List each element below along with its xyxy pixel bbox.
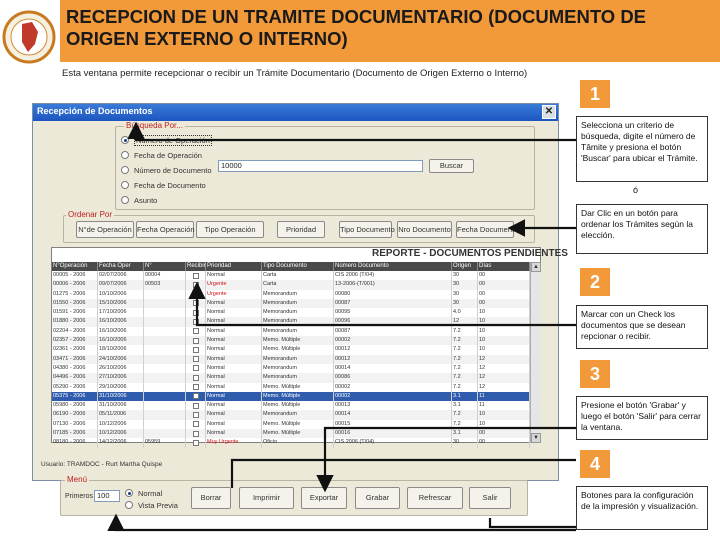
table-cell: 05/11/2006 [98,410,144,419]
table-cell: 4.0 [452,308,478,317]
export-button[interactable]: Exportar [301,487,347,509]
table-cell: 26/10/2006 [98,364,144,373]
table-cell: 30 [452,299,478,308]
col-header[interactable]: Recibir [187,263,206,269]
table-cell: 16/10/2006 [98,336,144,345]
step-1-badge: 1 [580,80,610,108]
table-cell: Memorandum [262,299,334,308]
col-header[interactable]: Tipo Documento [262,262,334,271]
table-cell: 7.2 [452,355,478,364]
table-cell: 00096 [334,317,452,326]
col-header[interactable]: Origen [452,262,478,271]
table-cell: Memorandum [262,327,334,336]
table-cell: Memorandum [262,355,334,364]
top-rows-input[interactable]: 100 [94,490,120,502]
order-button-fecha-operacion[interactable]: Fecha Operación [136,221,194,238]
table-cell: Memo. Múltiple [262,401,334,410]
order-note: Dar Clic en un botón para ordenar los Trámites según la elección. [576,204,708,254]
table-cell: Normal [206,410,262,419]
table-cell: 00012 [334,355,452,364]
table-cell: 00503 [144,280,186,289]
table-cell: Normal [206,401,262,410]
table-cell: 01880 - 2006 [52,317,98,326]
table-cell: 00 [478,290,530,299]
table-cell: 05290 - 2006 [52,383,98,392]
radio-label: Asunto [134,195,158,205]
order-button-tipo-documento[interactable]: Tipo Documento [339,221,392,238]
step-1-note: Selecciona un criterio de búsqueda, digite el número de Tâmite y presiona el botón 'Buscar' para ubicar el Trámite. [576,116,708,182]
step-2-note: Marcar con un Check los documentos que se desean repcionar o recibir. [576,305,708,349]
table-cell: 10/12/2006 [98,420,144,429]
table-cell: 07185 - 2006 [52,429,98,438]
table-cell: 02361 - 2006 [52,345,98,354]
step-3-note: Presione el botón 'Grabar' y luego el botón 'Salir' para cerrar la ventana. [576,396,708,440]
col-header[interactable]: Fecha Oper [98,262,144,271]
table-cell: 03471 - 2006 [52,355,98,364]
table-cell: Memo. Múltiple [262,420,334,429]
table-cell: Normal [206,383,262,392]
table-cell: CIS 2006 (T/04) [334,271,452,280]
table-cell: 7.2 [452,420,478,429]
table-cell: 11 [478,392,530,401]
table-cell: 7.2 [452,345,478,354]
table-cell: 18/10/2006 [98,345,144,354]
col-header[interactable]: N°Operación [52,262,98,271]
table-cell: 06190 - 2006 [52,410,98,419]
order-button-fecha-documento[interactable]: Fecha Documento [456,221,514,238]
user-label: Usuario: TRAMDOC - Rurt Martha Quispe [41,461,163,468]
order-group-legend: Ordenar Por [68,210,113,219]
table-cell: Normal [206,345,262,354]
table-cell: Normal [206,336,262,345]
order-button-nro-operacion[interactable]: N°de Operación [76,221,134,238]
table-cell: 27/10/2006 [98,373,144,382]
save-button[interactable]: Grabar [355,487,400,509]
table-cell: 10/12/2006 [98,429,144,438]
delete-button[interactable]: Borrar [191,487,231,509]
table-cell: Normal [206,364,262,373]
table-cell: 00005 - 2006 [52,271,98,280]
table-cell: Normal [206,271,262,280]
grid-report-title: REPORTE - DOCUMENTOS PENDIENTES [372,248,568,259]
intro-text: Esta ventana permite recepcionar o recibir un Trámite Documentario (Documento de Origen Externo o Interno) [62,68,528,79]
table-cell: 13-2006-(T/001) [334,280,452,289]
order-button-prioridad[interactable]: Prioridad [277,221,325,238]
radio-label: Vista Previa [138,500,178,510]
table-cell: 11 [478,401,530,410]
table-cell: 30 [452,271,478,280]
table-cell: 00016 [334,429,452,438]
step-2-badge: 2 [580,268,610,296]
table-cell: 12 [478,364,530,373]
table-cell: 00013 [334,401,452,410]
table-cell: 16/10/2006 [98,317,144,326]
table-cell: 16/10/2006 [98,327,144,336]
search-group-legend: Búsqueda Por... [126,121,183,130]
table-cell: Carta [262,271,334,280]
radio-label: Fecha de Documento [134,180,206,190]
table-cell: 10 [478,410,530,419]
table-cell: 7.2 [452,364,478,373]
table-cell: 05980 - 2006 [52,401,98,410]
table-cell: Memorandum [262,410,334,419]
radio-label: Número de Documento [134,165,212,175]
table-cell: 00 [478,299,530,308]
table-cell: 00086 [334,373,452,382]
page-title: RECEPCION DE UN TRAMITE DOCUMENTARIO (DOCUMENTO DE ORIGEN EXTERNO O INTERNO) [66,6,647,49]
table-cell: 30 [452,290,478,299]
search-input[interactable]: 10000 [218,160,423,172]
table-cell: 14/12/2006 [98,438,144,447]
table-cell: 08180 - 2006 [52,438,98,447]
table-cell: 01550 - 2006 [52,299,98,308]
table-cell: 00014 [334,364,452,373]
table-cell: 00002 [334,336,452,345]
table-cell: 12 [452,317,478,326]
search-button[interactable]: Buscar [429,159,474,173]
table-cell: 10 [478,327,530,336]
scroll-down-icon[interactable]: ▼ [531,433,541,443]
table-cell: 10 [478,317,530,326]
table-cell: 10 [478,308,530,317]
table-cell: 00004 [144,271,186,280]
table-cell: 00 [478,280,530,289]
step-3-badge: 3 [580,360,610,388]
table-cell: 7.2 [452,327,478,336]
table-cell: Memo. Múltiple [262,429,334,438]
table-cell: 05375 - 2006 [52,392,98,401]
table-cell: Memo. Múltiple [262,345,334,354]
table-cell: 02/07/2006 [98,271,144,280]
table-cell: 00 [478,438,530,447]
table-cell: 10 [478,336,530,345]
table-cell: Oficio [262,438,334,447]
table-cell: 00087 [334,299,452,308]
table-cell: Urgente [206,280,262,289]
scroll-up-icon[interactable]: ▲ [531,262,541,272]
table-cell: 10 [478,420,530,429]
table-cell: 12 [478,373,530,382]
close-icon[interactable]: ✕ [542,105,556,119]
table-cell: 00 [478,271,530,280]
table-cell: Memorandum [262,373,334,382]
print-button[interactable]: Imprimir [239,487,294,509]
table-cell: Memorandum [262,364,334,373]
step-4-badge: 4 [580,450,610,478]
table-cell: Memo. Múltiple [262,392,334,401]
table-cell: 7.2 [452,373,478,382]
table-cell: Normal [206,420,262,429]
table-cell: Normal [206,355,262,364]
top-rows-label: Primeros [65,493,94,500]
table-cell: 7.2 [452,410,478,419]
table-cell: 12 [478,355,530,364]
table-cell: 29/10/2006 [98,383,144,392]
table-cell: 7.2 [452,383,478,392]
table-cell: 00002 [334,383,452,392]
table-cell: 10 [478,345,530,354]
table-cell: Normal [206,392,262,401]
refresh-button[interactable]: Refrescar [407,487,463,509]
radio-label: Número de Operación [136,135,210,145]
table-cell: 3.1 [452,429,478,438]
table-cell: 31/10/2006 [98,392,144,401]
order-button-nro-documento[interactable]: Nro Documento [397,221,452,238]
table-cell: Urgente [206,290,262,299]
table-cell: Carta [262,280,334,289]
table-cell: 24/10/2006 [98,355,144,364]
table-cell: Memorandum [262,308,334,317]
table-cell: 02357 - 2006 [52,336,98,345]
table-cell: Memo. Múltiple [262,383,334,392]
table-cell: Normal [206,429,262,438]
table-cell: 00006 - 2006 [52,280,98,289]
table-cell: 00014 [334,410,452,419]
table-cell: 30 [452,438,478,447]
exit-button[interactable]: Salir [469,487,511,509]
table-cell: 01591 - 2006 [52,308,98,317]
radio-label: Normal [138,488,163,498]
table-cell: 01275 - 2006 [52,290,98,299]
window-title: Recepción de Documentos [37,106,153,116]
or-label: ó [633,185,639,195]
table-cell: Muy Urgente [206,438,262,447]
table-cell: Normal [206,373,262,382]
table-cell: Memorandum [262,290,334,299]
table-cell: 09/07/2006 [98,280,144,289]
table-cell: 10/10/2006 [98,290,144,299]
table-cell: 00095 [334,308,452,317]
menu-group-legend: Menú [67,475,88,484]
table-cell: Normal [206,308,262,317]
table-cell: 17/10/2006 [98,308,144,317]
table-cell: 00087 [334,327,452,336]
table-cell: 07130 - 2006 [52,420,98,429]
table-cell: 00012 [334,345,452,354]
table-cell: Normal [206,299,262,308]
table-cell: 15/10/2006 [98,299,144,308]
table-cell: 04496 - 2006 [52,373,98,382]
table-cell: Memo. Múltiple [262,336,334,345]
table-cell: CIS 2006 (T/04) [334,438,452,447]
table-cell: 3.1 [452,401,478,410]
table-cell: Normal [206,317,262,326]
table-cell: 00015 [334,420,452,429]
table-cell: 05959 [144,438,186,447]
table-cell: 3.1 [452,392,478,401]
col-header[interactable]: Número Documento [334,262,452,271]
col-header[interactable]: Días [478,262,530,271]
table-cell: 7.2 [452,336,478,345]
table-cell: Memorandum [262,317,334,326]
table-cell: 30 [452,280,478,289]
table-cell: 00080 [334,290,452,299]
table-cell: 00 [478,429,530,438]
radio-label: Fecha de Operación [134,150,202,160]
table-cell: 04380 - 2006 [52,364,98,373]
table-cell: 31/10/2006 [98,401,144,410]
table-cell: 02204 - 2006 [52,327,98,336]
col-header[interactable]: N° [144,262,186,271]
table-cell: Normal [206,327,262,336]
table-cell: 12 [478,383,530,392]
order-button-tipo-operacion[interactable]: Tipo Operación [196,221,264,238]
col-header[interactable]: Prioridad [206,262,262,271]
step-4-note: Botones para la configuración de la impresión y visualización. [576,486,708,530]
table-cell: 00002 [334,392,452,401]
